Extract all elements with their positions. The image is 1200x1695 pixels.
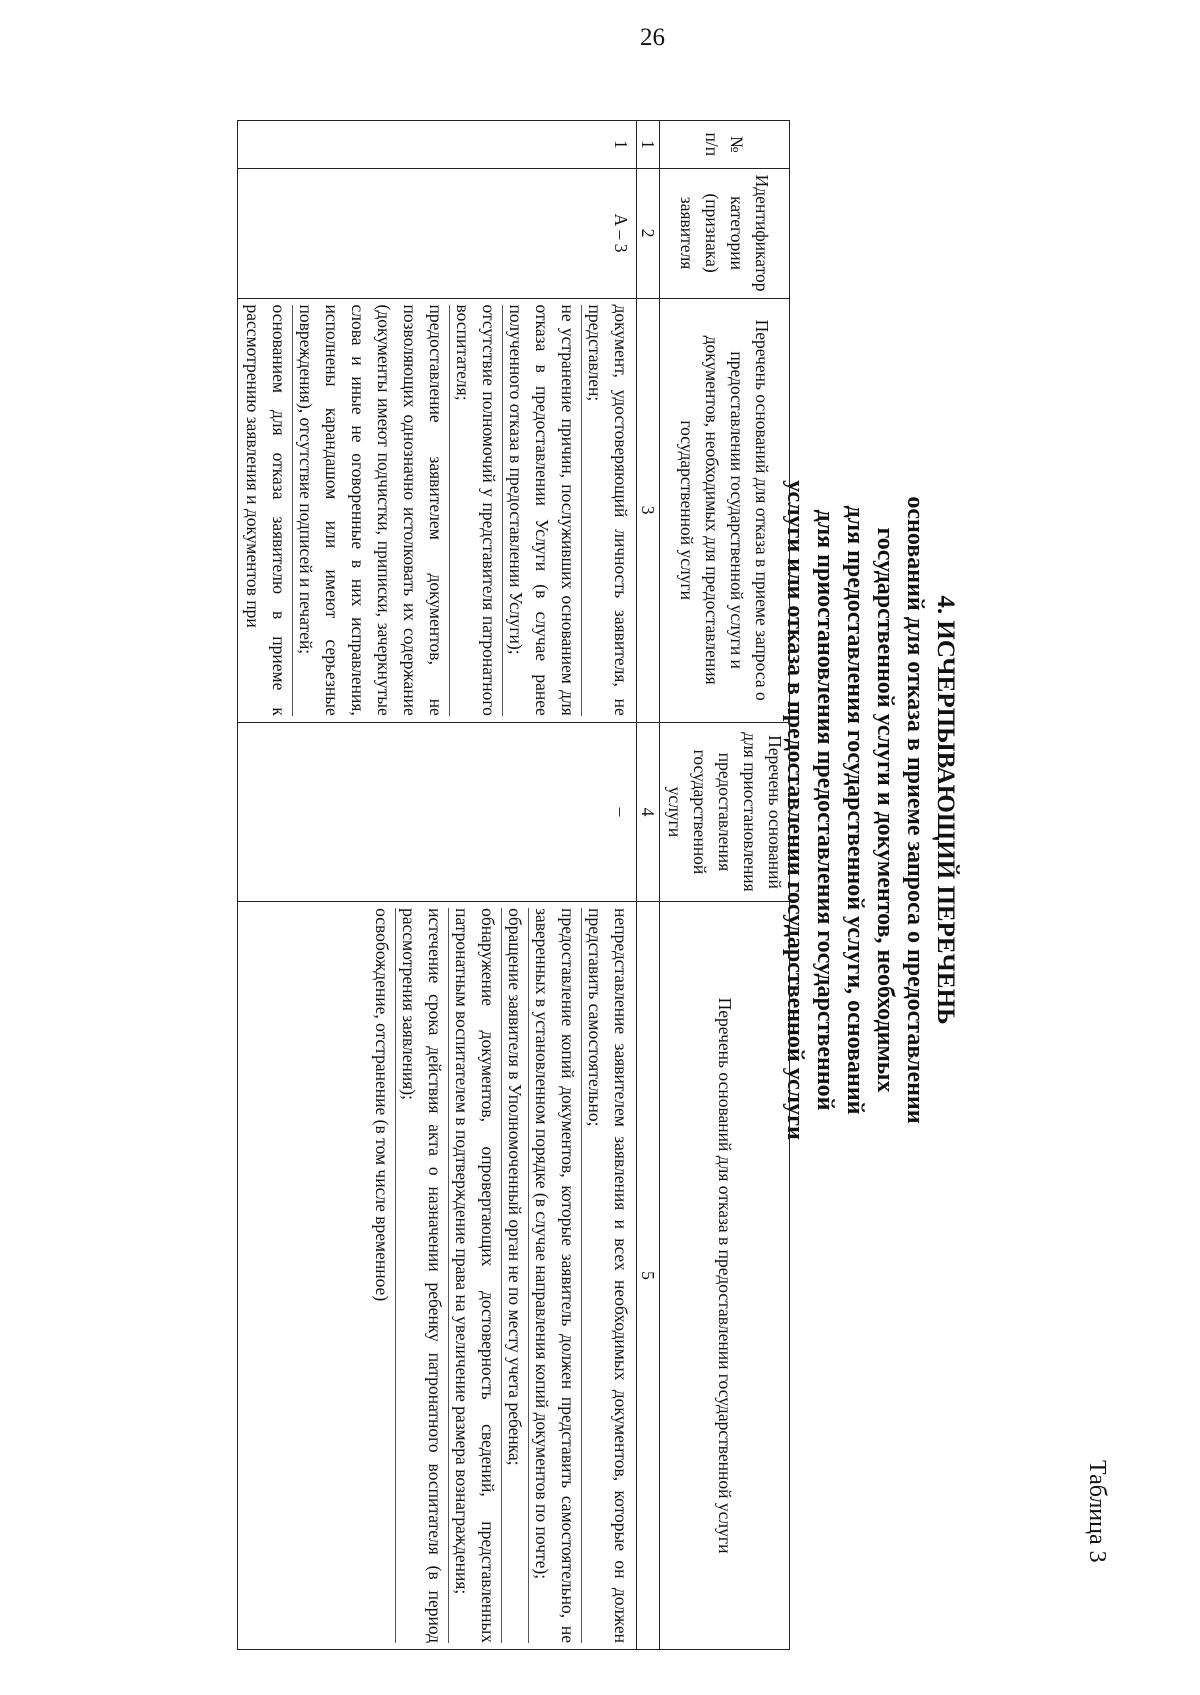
column-number: 3: [637, 298, 660, 722]
list-item: предоставление копий документов, которые заявитель должен представить самостоятельно, не заверенных в установленном порядке (в случае направления копий документов по почте);: [528, 908, 581, 1643]
section-heading: [780, 210, 960, 1410]
section-subtitle-line: для приостановления предоставления государственной: [812, 509, 838, 1111]
list-item: истечение срока действия акта о назначении ребенку патронатного воспитателя (в период рассмотрения заявления);: [395, 908, 448, 1643]
column-number: 4: [637, 722, 660, 901]
header-refusal-provision: Перечень оснований для отказа в предоставлении государственной услуги: [660, 902, 790, 1650]
header-number: № п/п: [660, 121, 790, 169]
list-item: обнаружение документов, опровергающих достоверность сведений, представленных патронатным воспитателем в подтверждение права на увеличение размера вознаграждения;: [448, 908, 501, 1643]
section-subtitle-line: оснований для отказа в приеме запроса о предоставлении: [902, 496, 928, 1124]
page-number: 26: [640, 24, 665, 51]
header-refusal-acceptance: Перечень оснований для отказа в приеме запроса о предоставлении государственной услуги и документов, необходимых для предоставления государственной услуги: [660, 298, 790, 722]
rotated-page-content: [110, 90, 1110, 1650]
list-item: предоставление заявителем документов, не позволяющих однозначно истолковать их содержание (документы имеют подчистки, приписки, зачеркнутые слова и иные не оговоренные в них исправления, исполнены карандашом или имеют серьезные повреждения), отсутствие подписей и печатей;: [292, 305, 449, 716]
suspension-cell: –: [238, 722, 637, 901]
column-number: 1: [637, 121, 660, 169]
list-item: освобождение, отстранение (в том числе временное): [372, 908, 392, 1302]
section-subtitle-line: для предоставления государственной услуги, оснований: [842, 505, 868, 1115]
header-identifier: Идентификатор категории (признака) заявителя: [660, 168, 790, 298]
list-item: основанием для отказа заявителю в приеме к рассмотрению заявления и документов при: [243, 304, 289, 716]
refusal-acceptance-list: [238, 298, 637, 722]
table-header-row: [660, 121, 790, 1650]
list-item: не устранение причин, послуживших основанием для отказа в предоставлении Услуги (в случае ранее полученного отказа в предоставлении Услуги);: [502, 305, 581, 716]
header-suspension: Перечень оснований для приостановления предоставления государственной услуги: [660, 722, 790, 901]
list-item: отсутствие полномочий у представителя патронатного воспитателя;: [449, 305, 502, 716]
table-row: [238, 121, 637, 1650]
section-subtitle-line: услуги или отказа в предоставлении государственной услуги: [782, 480, 808, 1140]
grounds-table: [237, 120, 790, 1650]
column-number-row: [637, 121, 660, 1650]
column-number: 5: [637, 902, 660, 1650]
section-title: 4. ИСЧЕРПЫВАЮЩИЙ ПЕРЕЧЕНЬ: [932, 595, 959, 1025]
list-item: документ, удостоверяющий личность заявителя, не представлен;: [581, 305, 634, 716]
list-item: непредставление заявителем заявления и всех необходимых документов, которые он должен представить самостоятельно;: [581, 908, 634, 1643]
row-identifier: А – 3: [238, 168, 637, 298]
section-subtitle-line: государственной услуги и документов, необходимых: [872, 527, 898, 1093]
column-number: 2: [637, 168, 660, 298]
table-label: Таблица 3: [1084, 1460, 1110, 1563]
list-item: обращение заявителя в Уполномоченный орган не по месту учета ребенка;: [501, 908, 528, 1643]
row-number: 1: [238, 121, 637, 169]
refusal-provision-list: [238, 902, 637, 1650]
